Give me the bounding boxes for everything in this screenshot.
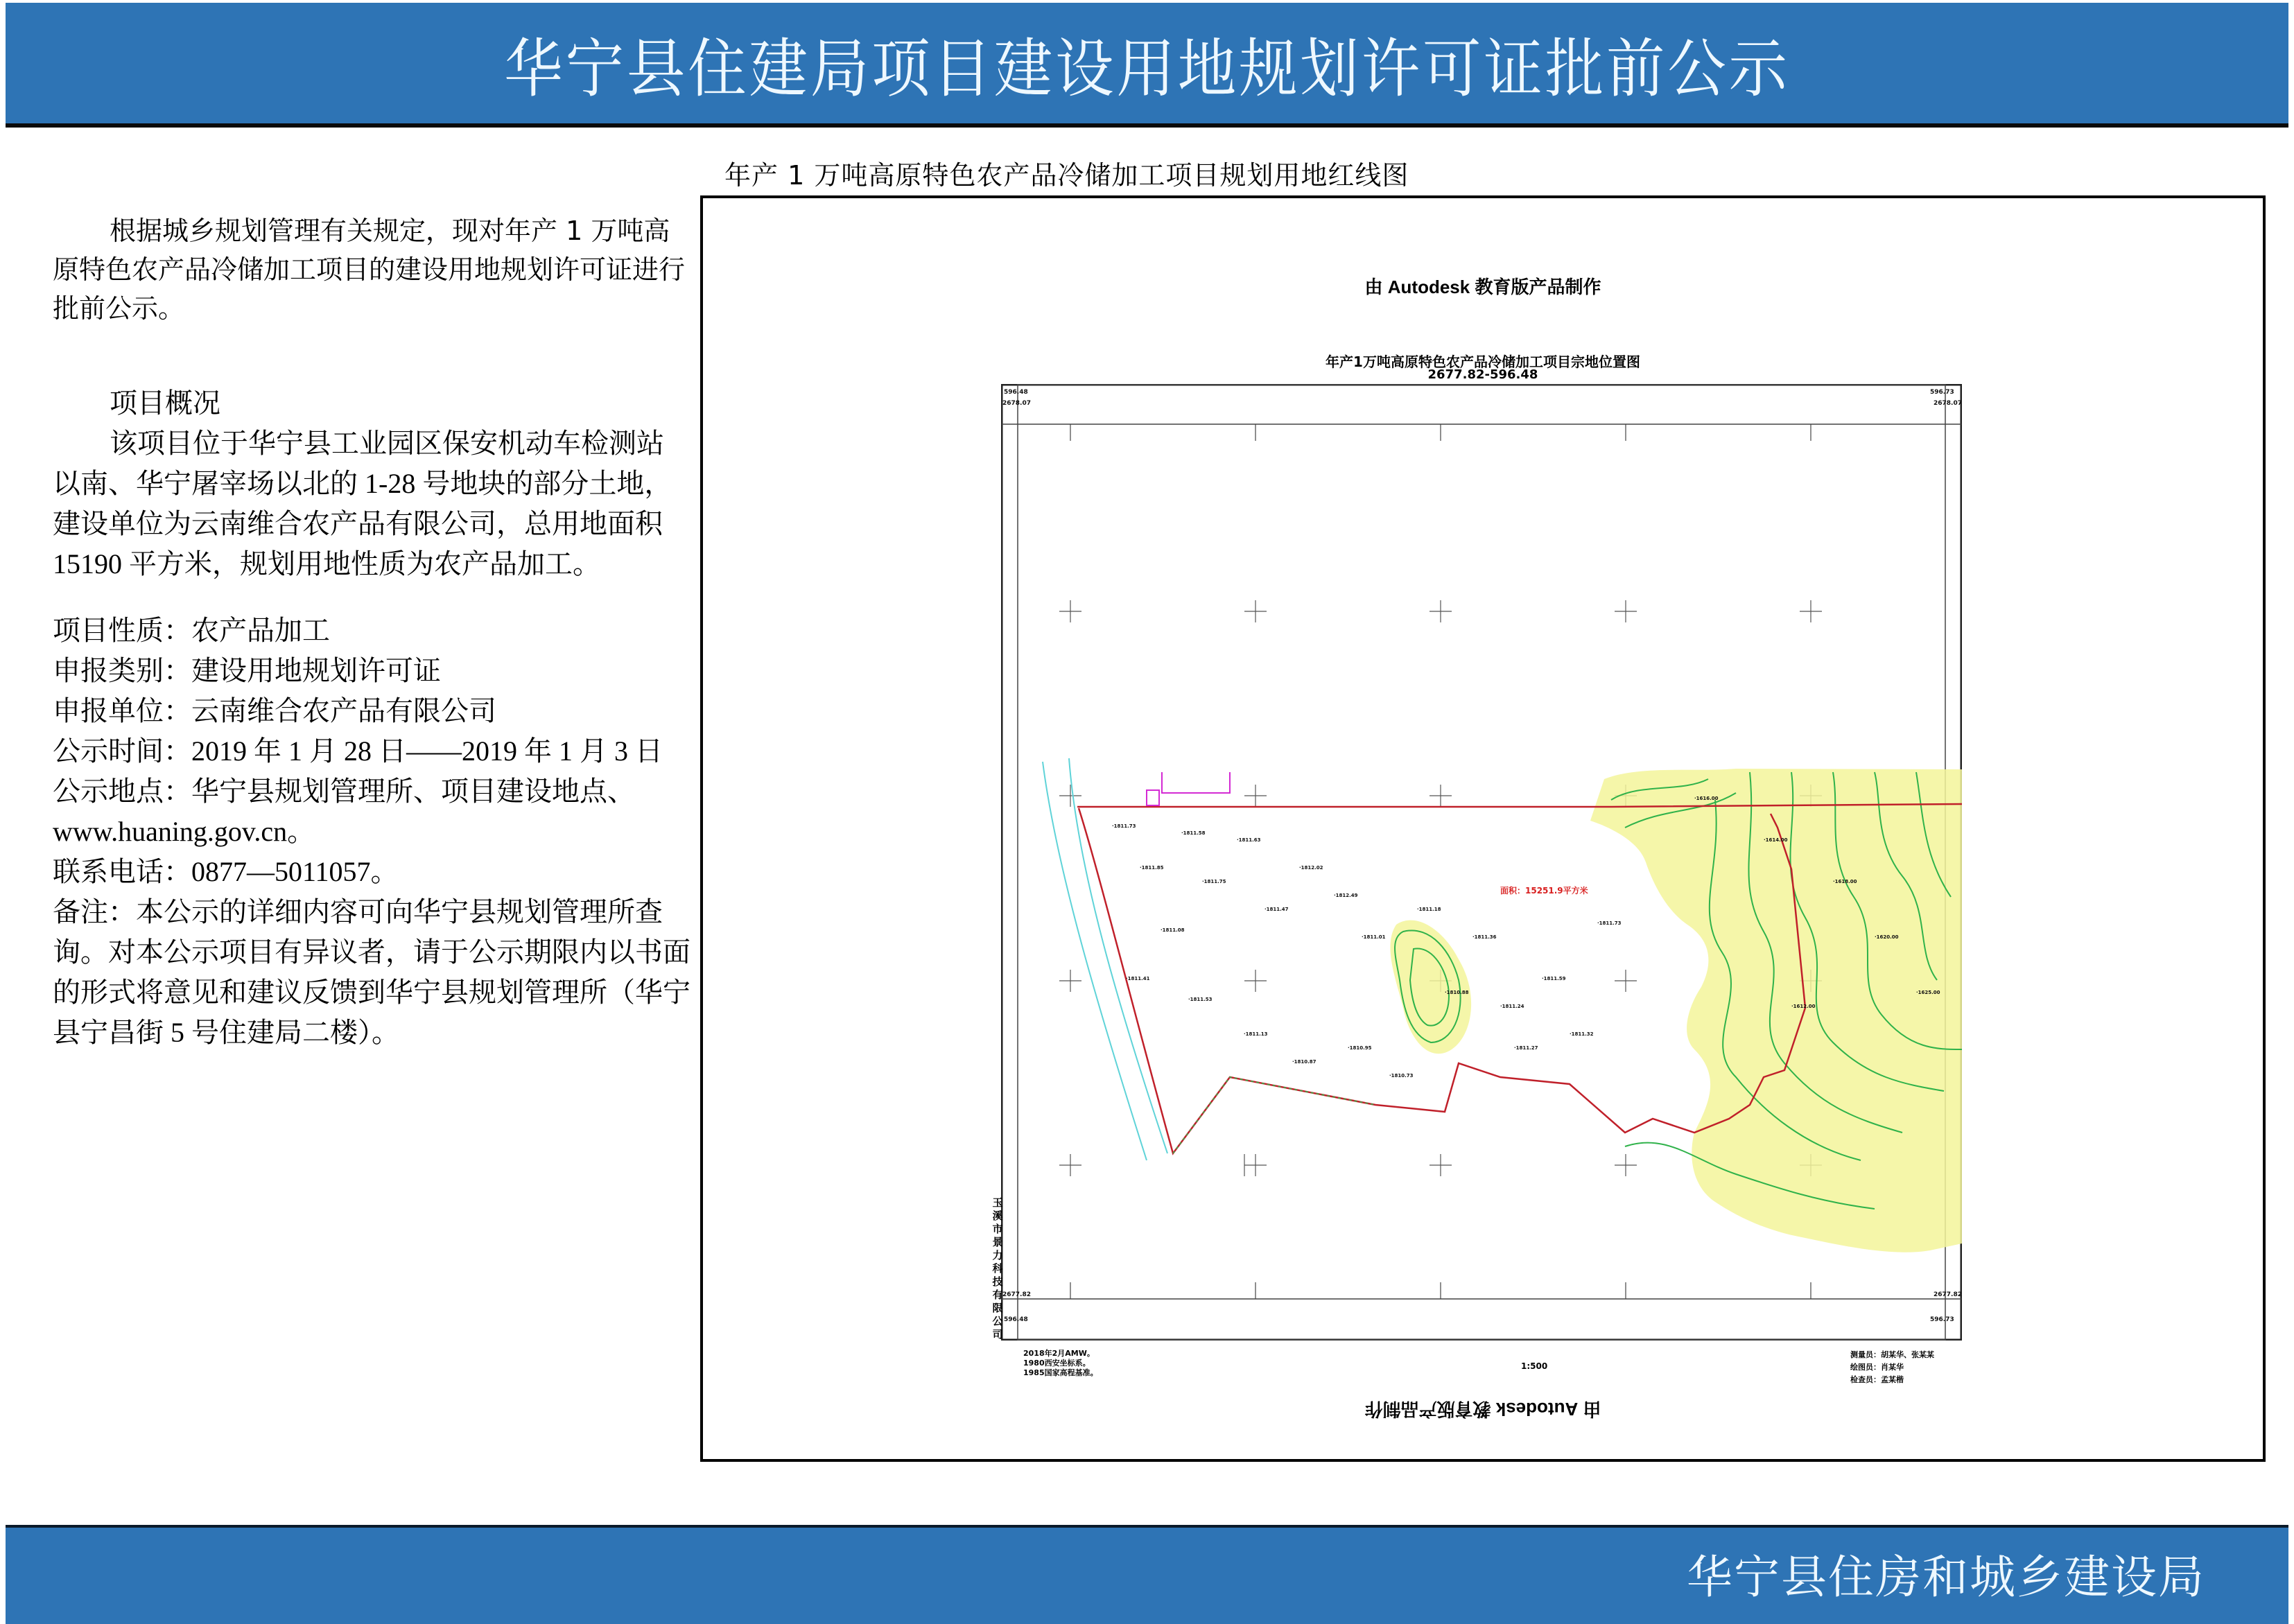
website-link[interactable]: www.huaning.gov.cn。 [53, 816, 315, 847]
site-plan-drawing [1001, 384, 1962, 1341]
site-plan-svg [1001, 384, 1962, 1341]
svg-text:·1811.63: ·1811.63 [1237, 837, 1261, 843]
svg-text:2677.82: 2677.82 [1002, 1291, 1031, 1298]
drawing-notes-left: 2018年2月AMW。 1980西安坐标系。 1985国家高程基准。 [1023, 1349, 1098, 1377]
svg-text:·1811.13: ·1811.13 [1244, 1031, 1268, 1037]
svg-text:·1811.58: ·1811.58 [1181, 830, 1206, 836]
svg-text:·1612.00: ·1612.00 [1791, 1004, 1816, 1009]
svg-text:596.48: 596.48 [1004, 1316, 1028, 1323]
svg-text:2677.82: 2677.82 [1934, 1291, 1962, 1298]
overview-heading: 项目概况 [110, 387, 220, 419]
svg-text:·1614.00: ·1614.00 [1764, 837, 1788, 843]
footer-banner [6, 1525, 2288, 1624]
svg-text:·1811.32: ·1811.32 [1570, 1031, 1594, 1037]
svg-text:2678.07: 2678.07 [1934, 400, 1962, 407]
map-caption: 年产 1 万吨高原特色农产品冷储加工项目规划用地红线图 [724, 160, 1409, 191]
svg-text:·1618.00: ·1618.00 [1833, 879, 1857, 884]
svg-text:·1620.00: ·1620.00 [1875, 934, 1899, 940]
svg-text:·1811.73: ·1811.73 [1597, 920, 1622, 926]
svg-text:·1811.41: ·1811.41 [1126, 976, 1150, 981]
svg-text:·1812.49: ·1812.49 [1334, 893, 1358, 898]
svg-text:·1811.75: ·1811.75 [1202, 879, 1226, 884]
svg-text:·1810.88: ·1810.88 [1445, 990, 1469, 995]
svg-text:·1810.95: ·1810.95 [1348, 1045, 1372, 1051]
drawing-title: 年产1万吨高原特色农产品冷储加工项目宗地位置图 [1326, 353, 1640, 370]
svg-text:596.73: 596.73 [1930, 389, 1954, 396]
svg-text:·1811.47: ·1811.47 [1265, 907, 1289, 912]
project-nature: 项目性质：农产品加工 [53, 615, 330, 646]
overview-paragraph: 该项目位于华宁县工业园区保安机动车检测站以南、华宁屠宰场以北的 1-28 号地块的部分土地，建设单位为云南维合农产品有限公司，总用地面积 15190 平方米，规划用地性质为农产品加工。 [53, 428, 672, 579]
svg-text:·1811.08: ·1811.08 [1161, 927, 1185, 933]
area-label: 面积：15251.9平方米 [1500, 886, 1588, 896]
svg-text:·1811.53: ·1811.53 [1188, 997, 1213, 1002]
svg-text:·1811.36: ·1811.36 [1472, 934, 1497, 940]
svg-text:·1625.00: ·1625.00 [1916, 990, 1940, 995]
application-category: 申报类别：建设用地规划许可证 [53, 655, 441, 686]
svg-text:·1616.00: ·1616.00 [1694, 796, 1719, 801]
page-title: 华宁县住建局项目建设用地规划许可证批前公示 [504, 32, 1790, 106]
applicant-unit: 申报单位：云南维合农产品有限公司 [53, 695, 496, 726]
publicity-location: 公示地点：华宁县规划管理所、项目建设地点、 [53, 776, 635, 807]
svg-text:·1812.02: ·1812.02 [1299, 865, 1323, 871]
publicity-period: 公示时间：2019 年 1 月 28 日——2019 年 1 月 3 日 [53, 735, 663, 767]
svg-text:2678.07: 2678.07 [1002, 400, 1031, 407]
drawing-scale: 1:500 [1521, 1361, 1548, 1371]
svg-text:·1811.24: ·1811.24 [1500, 1004, 1524, 1009]
svg-text:596.48: 596.48 [1004, 389, 1028, 396]
svg-text:·1811.73: ·1811.73 [1112, 823, 1136, 829]
intro-paragraph: 根据城乡规划管理有关规定，现对年产 1 万吨高原特色农产品冷储加工项目的建设用地规划许可证进行批前公示。 [53, 216, 686, 324]
drawing-notes-right: 测量员：胡某华、张某某 绘图员：肖某华 检查员：孟某楷 [1850, 1350, 1934, 1384]
contact-phone: 联系电话：0877—5011057。 [53, 856, 399, 887]
remark-paragraph: 备注：本公示的详细内容可向华宁县规划管理所查询。对本公示项目有异议者，请于公示期限内以书面的形式将意见和建议反馈到华宁县规划管理所（华宁县宁昌街 5 号住建局二楼）。 [53, 896, 690, 1048]
autodesk-watermark-bottom: 由 Autodesk 教育版产品制作 [1364, 1399, 1601, 1420]
svg-text:·1810.73: ·1810.73 [1389, 1073, 1414, 1079]
svg-text:·1811.18: ·1811.18 [1417, 907, 1441, 912]
svg-text:·1811.85: ·1811.85 [1140, 865, 1164, 871]
notice-text-column [53, 211, 690, 1053]
issuing-organization: 华宁县住房和城乡建设局 [1687, 1551, 2205, 1604]
map-card [700, 195, 2266, 1462]
autodesk-watermark-top: 由 Autodesk 教育版产品制作 [1364, 277, 1601, 297]
svg-text:·1811.27: ·1811.27 [1514, 1045, 1538, 1051]
surveyor-company-vertical: 玉溪市景力科技有限公司 [992, 1196, 1003, 1341]
svg-text:·1811.01: ·1811.01 [1362, 934, 1386, 940]
header-banner [6, 3, 2288, 128]
svg-text:·1811.59: ·1811.59 [1542, 976, 1566, 981]
svg-text:596.73: 596.73 [1930, 1316, 1954, 1323]
svg-text:·1810.87: ·1810.87 [1292, 1059, 1317, 1065]
drawing-subtitle: 2677.82-596.48 [1427, 367, 1538, 382]
